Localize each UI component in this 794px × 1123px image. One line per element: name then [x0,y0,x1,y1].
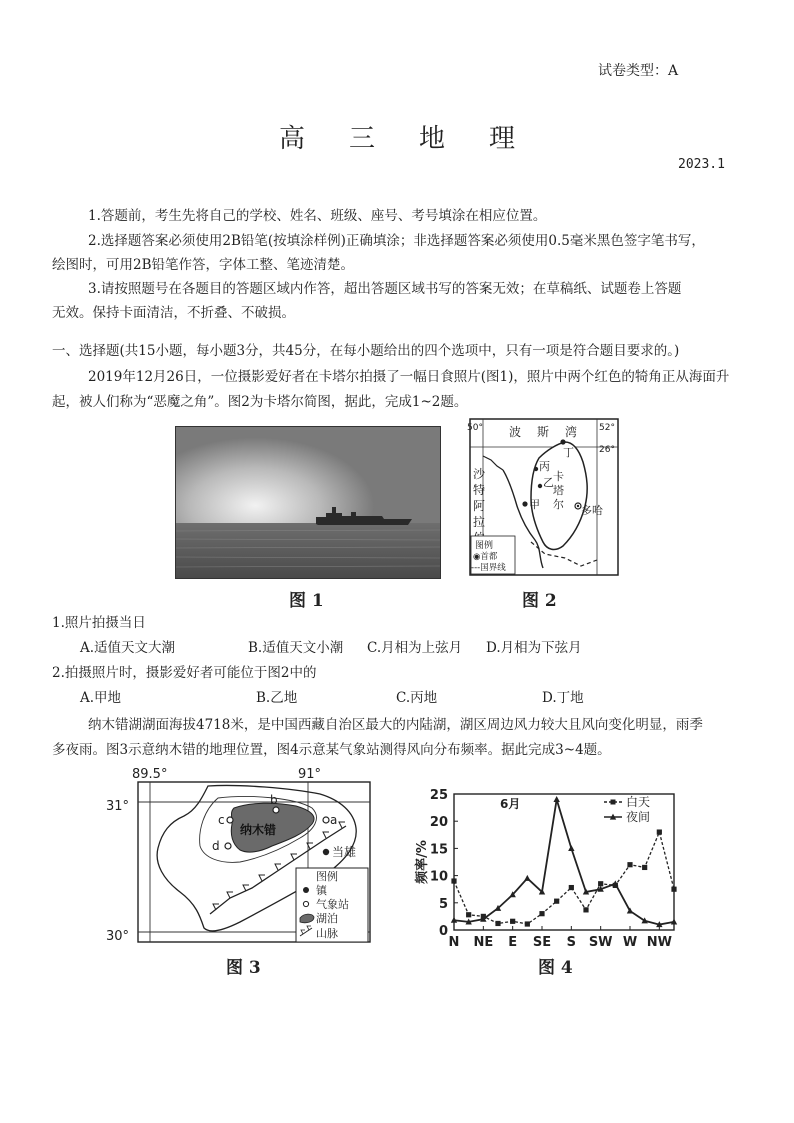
figure-4-caption: 图 4 [538,958,573,978]
station-c [227,817,233,823]
title-char: 三 [348,124,375,154]
point-marker [627,862,632,867]
y-axis-label: 频率/% [415,840,430,884]
q1-option-a[interactable]: A.适值天文大潮 [80,640,176,656]
town-dangxiong [323,849,329,855]
fig3-legend-town: 镇 [316,884,327,897]
label-yi: 乙 [543,476,554,489]
passage-1-line-1: 2019年12月26日，一位摄影爱好者在卡塔尔拍摄了一幅日食照片(图1)，照片中两个红色的犄角正从海面升 [88,369,730,385]
title-char: 高 [278,124,305,154]
figure-1-caption: 图 1 [289,591,324,611]
q1-option-c[interactable]: C.月相为上弦月 [367,640,463,656]
q2-option-b[interactable]: B.乙地 [256,690,298,706]
figure-2-map [469,418,619,576]
fig2-lat-26: 26° [599,445,615,455]
paper-type: 试卷类型：A [598,63,679,79]
label-persian-gulf-1: 波 [509,425,522,439]
label-bing: 丙 [539,460,550,473]
station-b [273,807,279,813]
label-d: d [212,839,220,853]
instruction-1: 1.答题前，考生先将自己的学校、姓名、班级、座号、考号填涂在相应位置。 [88,208,547,224]
legend-label: 夜间 [626,810,651,824]
instruction-3-cont: 无效。保持卡面清洁，不折叠、不破损。 [52,305,295,321]
label-qatar-1: 卡 [553,470,564,483]
x-tick-label: NW [646,935,672,950]
point-marker [642,865,647,870]
q1-option-d[interactable]: D.月相为下弦月 [486,640,582,656]
point-marker [510,919,515,924]
label-saudi-1: 沙 [473,467,486,481]
fig3-legend-lake: 湖泊 [316,912,338,925]
label-saudi-2: 特 [473,483,486,497]
fig2-legend-title: 图例 [475,541,494,551]
point-jia [522,501,527,506]
fig3-lon-left: 89.5° [132,767,168,782]
q2-stem: 2.拍摄照片时，摄影爱好者可能位于图2中的 [52,665,317,681]
label-saudi-4: 拉 [473,515,486,529]
figure-3-caption: 图 3 [226,958,261,978]
fig2-legend-border: ---国界线 [471,563,506,573]
point-marker [657,829,662,834]
passage-1-line-2: 起，被人们称为“恶魔之角”。图2为卡塔尔简图，据此，完成1~2题。 [52,394,468,410]
x-tick-label: NE [473,935,494,950]
point-marker [569,885,574,890]
instruction-2: 2.选择题答案必须使用2B铅笔(按填涂样例)正确填涂；非选择题答案必须使用0.5毫米黑色签字笔书写， [88,233,705,249]
label-lake: 纳木错 [240,823,277,837]
passage-2-line-2: 多夜雨。图3示意纳木错的地理位置，图4示意某气象站测得风向分布频率。据此完成3~4题。 [52,742,611,758]
point-marker [568,845,574,851]
series-line-1 [454,832,674,924]
exam-date: 2023.1 [678,157,725,172]
instruction-3: 3.请按照题号在各题目的答题区域内作答，超出答题区域书写的答案无效；在草稿纸、试题卷上答题 [88,281,682,297]
fig3-legend-station: 气象站 [316,898,349,911]
q2-option-d[interactable]: D.丁地 [542,690,584,706]
fig3-lat-bottom: 30° [106,929,130,944]
label-qatar-3: 尔 [553,498,564,511]
wind-chart-svg [410,780,690,950]
instruction-2-cont: 绘图时，可用2B铅笔作答，字体工整、笔迹清楚。 [52,257,355,273]
x-tick-label: S [566,935,577,950]
y-tick-label: 10 [429,869,448,885]
y-tick-label: 5 [438,896,448,912]
label-persian-gulf-2: 斯 [537,425,550,439]
passage-2-line-1: 纳木错湖湖面海拔4718米，是中国西藏自治区最大的内陆湖，湖区周边风力较大且风向变化明显，雨季 [88,717,703,733]
point-marker [495,921,500,926]
figure-1-photo [175,426,441,579]
label-jia: 甲 [529,498,540,511]
x-tick-label: E [508,935,518,950]
point-bing [534,467,538,471]
q2-option-a[interactable]: A.甲地 [80,690,122,706]
q2-option-c[interactable]: C.丙地 [396,690,438,706]
point-marker [525,921,530,926]
label-a: a [330,813,338,827]
y-tick-label: 0 [438,924,448,939]
point-ding [560,439,565,444]
label-c: c [218,813,225,827]
y-tick-label: 20 [429,815,448,831]
label-qatar-2: 塔 [553,484,564,497]
point-marker [554,899,559,904]
title-char: 理 [489,124,516,154]
q1-option-b[interactable]: B.适值天文小潮 [248,640,344,656]
chart-title: 6月 [500,797,521,811]
station-a [323,817,329,823]
label-saudi-3: 阿 [473,499,486,513]
y-tick-label: 15 [429,842,448,858]
q1-stem: 1.照片拍摄当日 [52,615,146,631]
point-marker [539,911,544,916]
station-d [225,843,231,849]
point-marker [553,796,559,802]
point-yi [538,484,542,488]
title-char: 地 [419,124,446,154]
fig3-legend-title: 图例 [316,870,338,883]
fig3-lat-top: 31° [106,799,130,814]
fig2-lon-50: 50° [467,423,483,433]
x-tick-label: W [622,935,638,950]
page-title [0,118,794,155]
label-persian-gulf-3: 湾 [565,425,578,439]
point-marker [451,878,456,883]
point-marker [466,912,471,917]
x-tick-label: SE [532,935,552,950]
label-dangxiong: 当雄 [332,845,357,859]
label-ding: 丁 [563,446,574,459]
point-marker [671,887,676,892]
label-b: b [270,793,278,807]
figure-2-caption: 图 2 [522,591,557,611]
legend-marker [611,800,616,805]
fig3-lon-right: 91° [298,767,322,782]
point-marker [524,875,530,881]
y-tick-label: 25 [429,788,448,803]
figure-3-map [100,764,380,944]
label-doha: 多哈 [581,504,603,517]
section-heading: 一、选择题(共15小题，每小题3分，共45分，在每小题给出的四个选项中，只有一项是符合题目要求的。) [52,343,680,359]
legend-label: 白天 [626,795,651,809]
figure-4-chart [410,780,690,950]
point-marker [598,881,603,886]
x-tick-label: N [448,935,460,950]
fig3-legend-mountain: 山脉 [316,927,338,940]
fig2-legend-capital: ◉首都 [473,552,498,562]
point-marker [583,907,588,912]
x-tick-label: SW [588,935,613,950]
fig2-lon-52: 52° [599,423,615,433]
